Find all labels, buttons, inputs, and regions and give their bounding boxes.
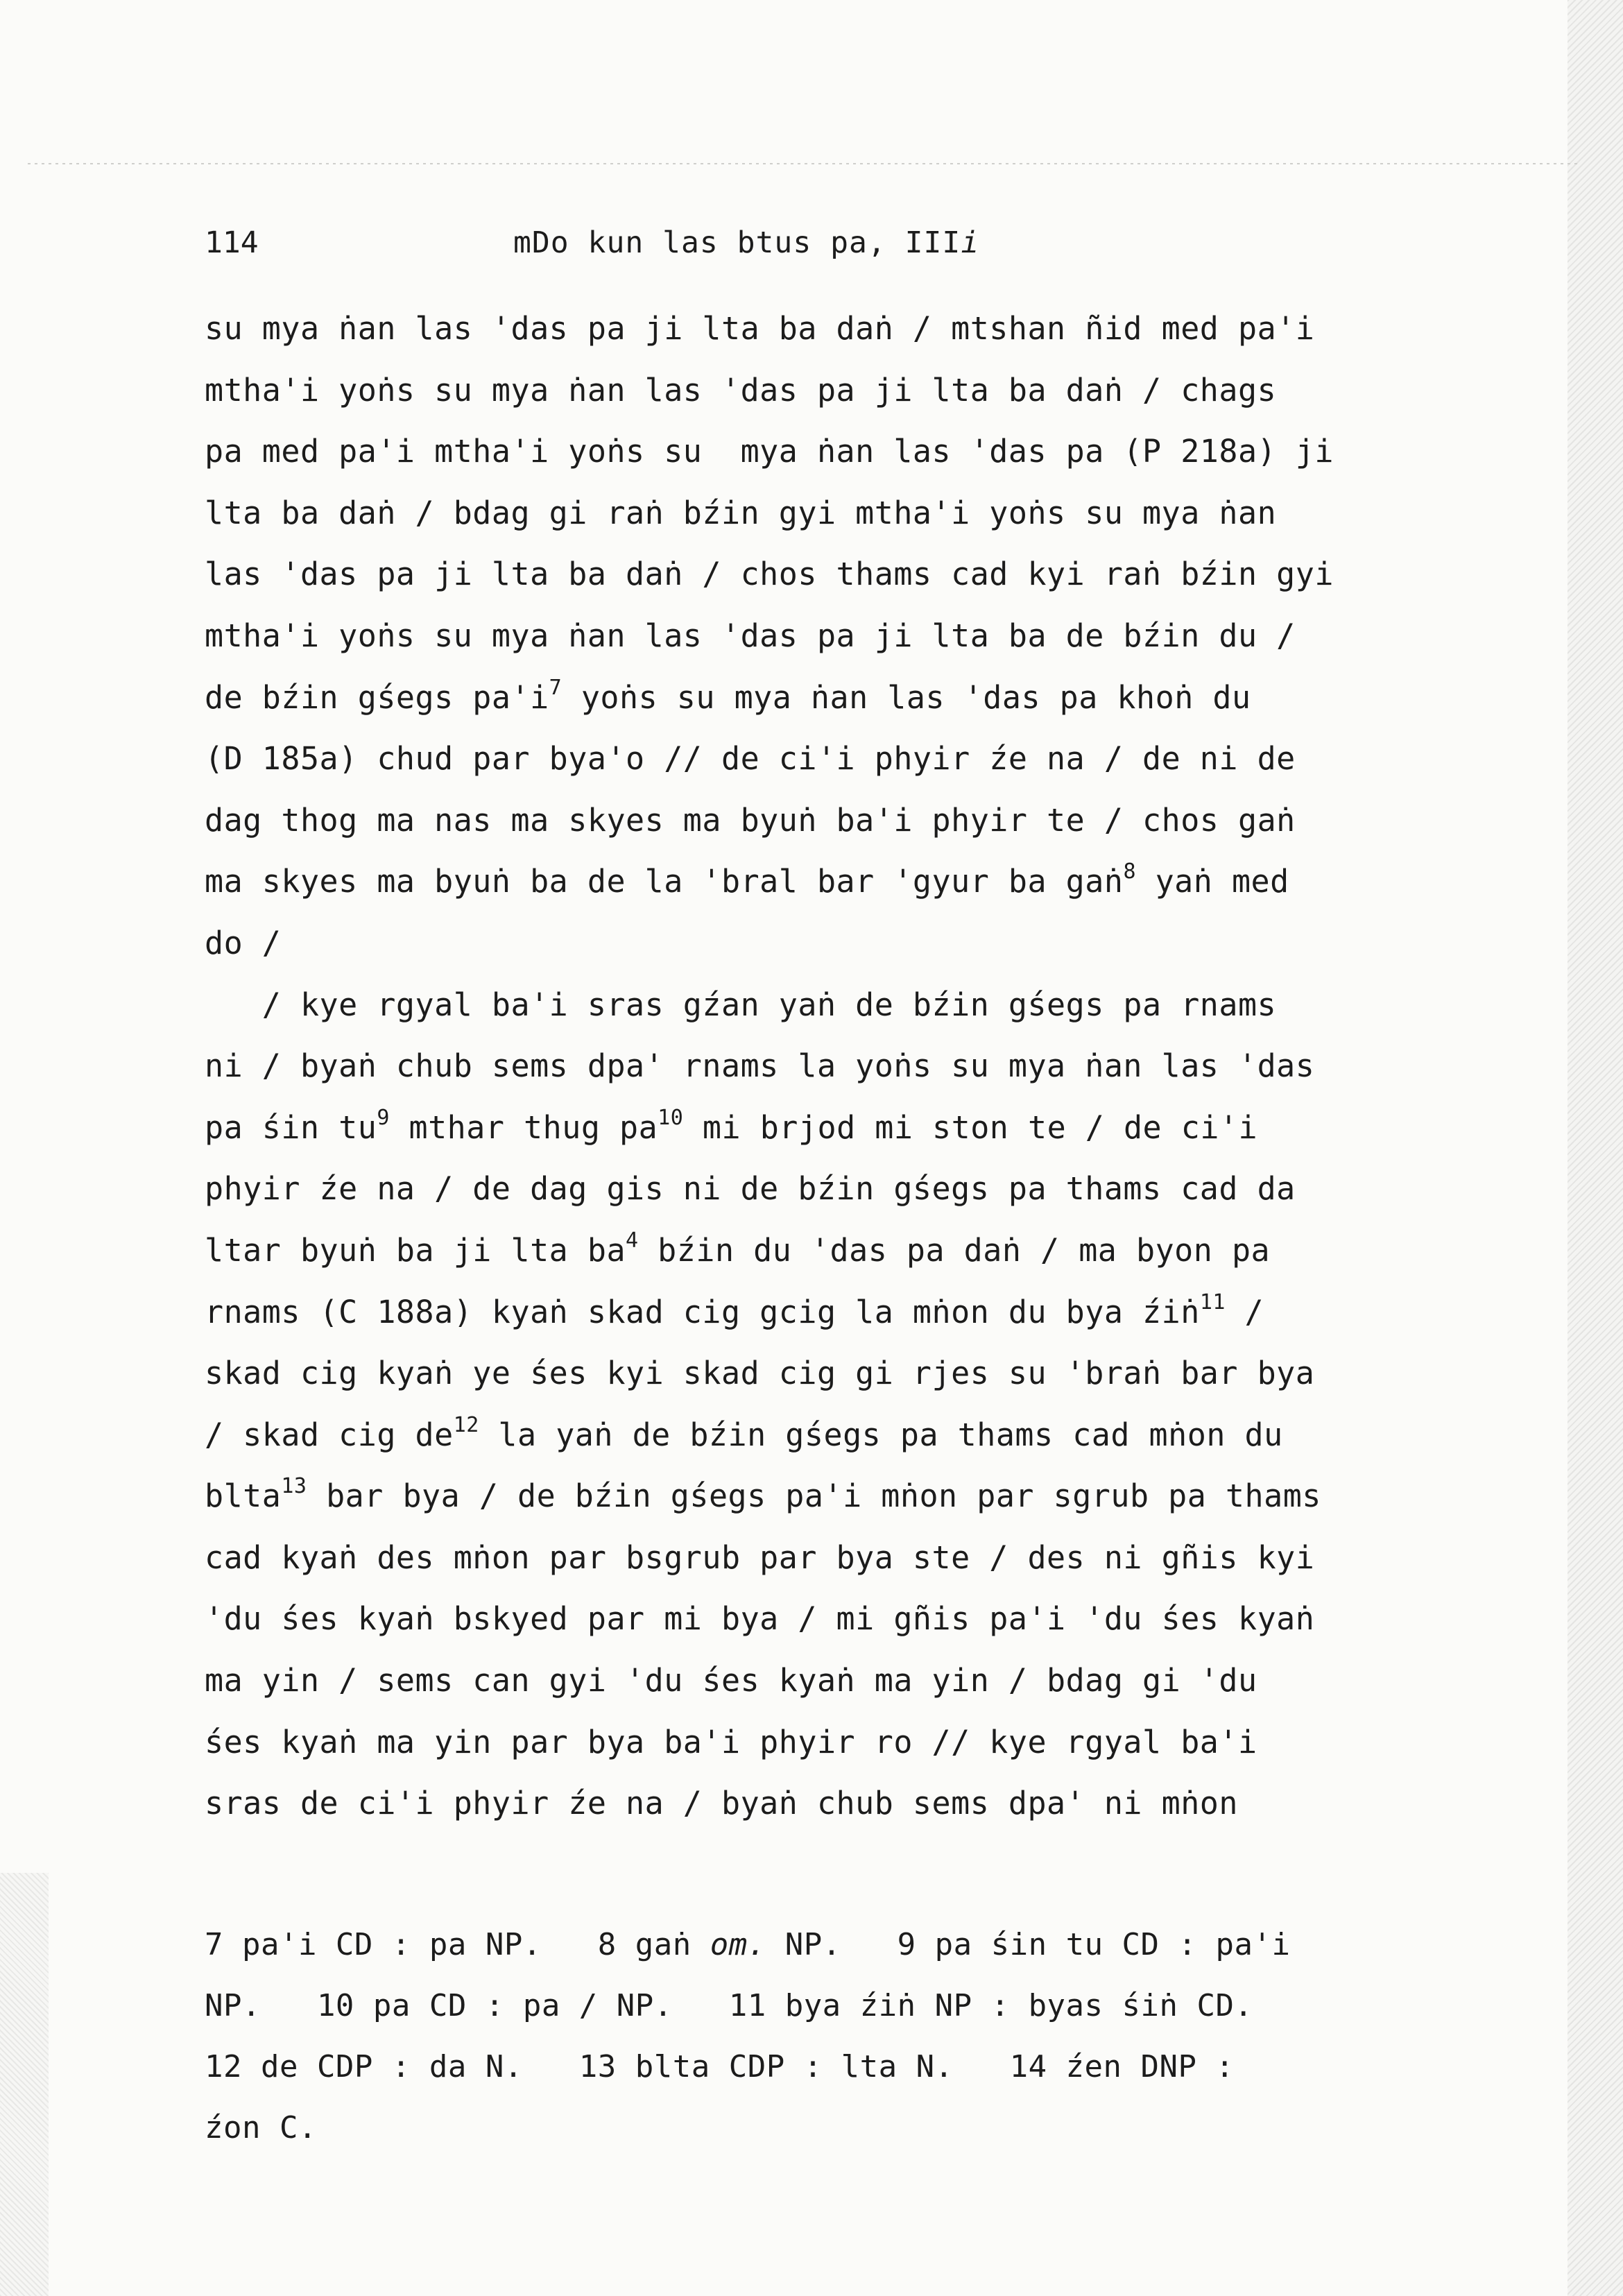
- footnotes: [205, 1914, 1453, 2159]
- text-run: dag thog ma nas ma skyes ma byuṅ ba'i phyir te / chos gaṅ: [205, 801, 1296, 839]
- text-run: ma yin / sems can gyi 'du śes kyaṅ ma yin / bdag gi 'du: [205, 1662, 1257, 1699]
- text-run: las 'das pa ji lta ba daṅ / chos thams cad kyi raṅ bźin gyi: [205, 556, 1334, 593]
- text-run: / kye rgyal ba'i sras gźan yaṅ de bźin gśegs pa rnams: [205, 986, 1277, 1023]
- text-run: la yaṅ de bźin gśegs pa thams cad mṅon du: [479, 1416, 1283, 1453]
- text-run: cad kyaṅ des mṅon par bsgrub par bya ste / des ni gñis kyi: [205, 1539, 1315, 1576]
- text-line: [205, 1650, 1453, 1712]
- text-line: [205, 421, 1453, 483]
- text-run: mtha'i yoṅs su mya ṅan las 'das pa ji lta ba de bźin du /: [205, 617, 1296, 654]
- text-run: de bźin gśegs pa'i: [205, 678, 549, 716]
- footnote-marker: 9: [377, 1105, 390, 1130]
- main-text: [205, 298, 1453, 1835]
- text-run: blta: [205, 1477, 282, 1515]
- text-line: [205, 851, 1453, 913]
- text-run: /: [1225, 1293, 1264, 1330]
- text-run: rnams (C 188a) kyaṅ skad cig gcig la mṅon du bya źiṅ: [205, 1293, 1200, 1330]
- text-line: [205, 1097, 1453, 1159]
- scan-edge-right: [1568, 0, 1623, 2296]
- text-run: skad cig kyaṅ ye śes kyi skad cig gi rjes su 'braṅ bar bya: [205, 1355, 1315, 1392]
- page-number: 114: [205, 225, 259, 260]
- text-run: mtha'i yoṅs su mya ṅan las 'das pa ji lta ba daṅ / chags: [205, 371, 1277, 409]
- text-run: ltar byuṅ ba ji lta ba: [205, 1231, 626, 1269]
- scan-top-rule: [28, 163, 1581, 164]
- text-run: / skad cig de: [205, 1416, 454, 1453]
- text-line: [205, 667, 1453, 729]
- footnote-line: NP. 10 pa CD : pa / NP. 11 bya źiṅ NP : byas śiṅ CD.: [205, 1988, 1253, 2023]
- text-run: pa med pa'i mtha'i yoṅs su mya ṅan las 'das pa (P 218a) ji: [205, 433, 1334, 470]
- footnote-line: 12 de CDP : da N. 13 blta CDP : lta N. 14 źen DNP :: [205, 2049, 1235, 2084]
- text-run: do /: [205, 924, 282, 961]
- text-run: lta ba daṅ / bdag gi raṅ bźin gyi mtha'i yoṅs su mya ṅan: [205, 494, 1277, 531]
- text-run: ni / byaṅ chub sems dpa' rnams la yoṅs su mya ṅan las 'das: [205, 1047, 1315, 1085]
- footnote-marker: 12: [453, 1412, 479, 1437]
- text-run: bar bya / de bźin gśegs pa'i mṅon par sgrub pa thams: [307, 1477, 1321, 1515]
- footnote-marker: 10: [658, 1105, 684, 1130]
- text-run: pa śin tu: [205, 1108, 377, 1146]
- text-line: [205, 1158, 1453, 1220]
- text-line: [205, 1036, 1453, 1097]
- text-run: 'du śes kyaṅ bskyed par mi bya / mi gñis pa'i 'du śes kyaṅ: [205, 1600, 1315, 1638]
- text-line: [205, 1527, 1453, 1589]
- text-run: (D 185a) chud par bya'o // de ci'i phyir źe na / de ni de: [205, 740, 1296, 778]
- text-run: sras de ci'i phyir źe na / byaṅ chub sems dpa' ni mṅon: [205, 1785, 1238, 1822]
- footnote-marker: 13: [281, 1474, 307, 1499]
- text-run: śes kyaṅ ma yin par bya ba'i phyir ro // kye rgyal ba'i: [205, 1723, 1257, 1760]
- text-run: phyir źe na / de dag gis ni de bźin gśegs pa thams cad da: [205, 1170, 1296, 1208]
- text-run: bźin du 'das pa daṅ / ma byon pa: [638, 1231, 1271, 1269]
- footnote-marker: 11: [1199, 1290, 1226, 1314]
- footnote-marker: 4: [626, 1228, 639, 1253]
- text-line: [205, 728, 1453, 790]
- text-line: [205, 1773, 1453, 1835]
- footnote-marker: 7: [549, 675, 563, 700]
- text-line: [205, 790, 1453, 852]
- text-line: [205, 298, 1453, 360]
- footnote-line: 7 pa'i CD : pa NP. 8 gaṅ om. NP. 9 pa śin tu CD : pa'i: [205, 1927, 1291, 1962]
- text-line: [205, 913, 1453, 975]
- text-line: [205, 360, 1453, 422]
- text-line: [205, 544, 1453, 606]
- text-line: [205, 1220, 1453, 1282]
- text-line: [205, 1343, 1453, 1405]
- scan-edge-left: [0, 1873, 49, 2296]
- text-line: [205, 1588, 1453, 1650]
- text-run: su mya ṅan las 'das pa ji lta ba daṅ / mtshan ñid med pa'i: [205, 310, 1315, 347]
- text-line: [205, 1405, 1453, 1466]
- running-title: mDo kun las btus pa, IIIi: [513, 225, 980, 260]
- text-line: [205, 606, 1453, 667]
- page-header: [205, 225, 1453, 267]
- text-run: ma skyes ma byuṅ ba de la 'bral bar 'gyur ba gaṅ: [205, 863, 1124, 900]
- text-run: mi brjod mi ston te / de ci'i: [683, 1108, 1258, 1146]
- text-run: mthar thug pa: [389, 1108, 658, 1146]
- text-line: [205, 1282, 1453, 1344]
- footnote-marker: 8: [1123, 859, 1136, 884]
- text-line: [205, 1712, 1453, 1774]
- text-run: yoṅs su mya ṅan las 'das pa khoṅ du: [562, 678, 1251, 716]
- text-line: [205, 1466, 1453, 1527]
- footnote-line: źon C.: [205, 2110, 317, 2145]
- text-line: [205, 975, 1453, 1036]
- text-run: yaṅ med: [1136, 863, 1289, 900]
- text-line: [205, 483, 1453, 545]
